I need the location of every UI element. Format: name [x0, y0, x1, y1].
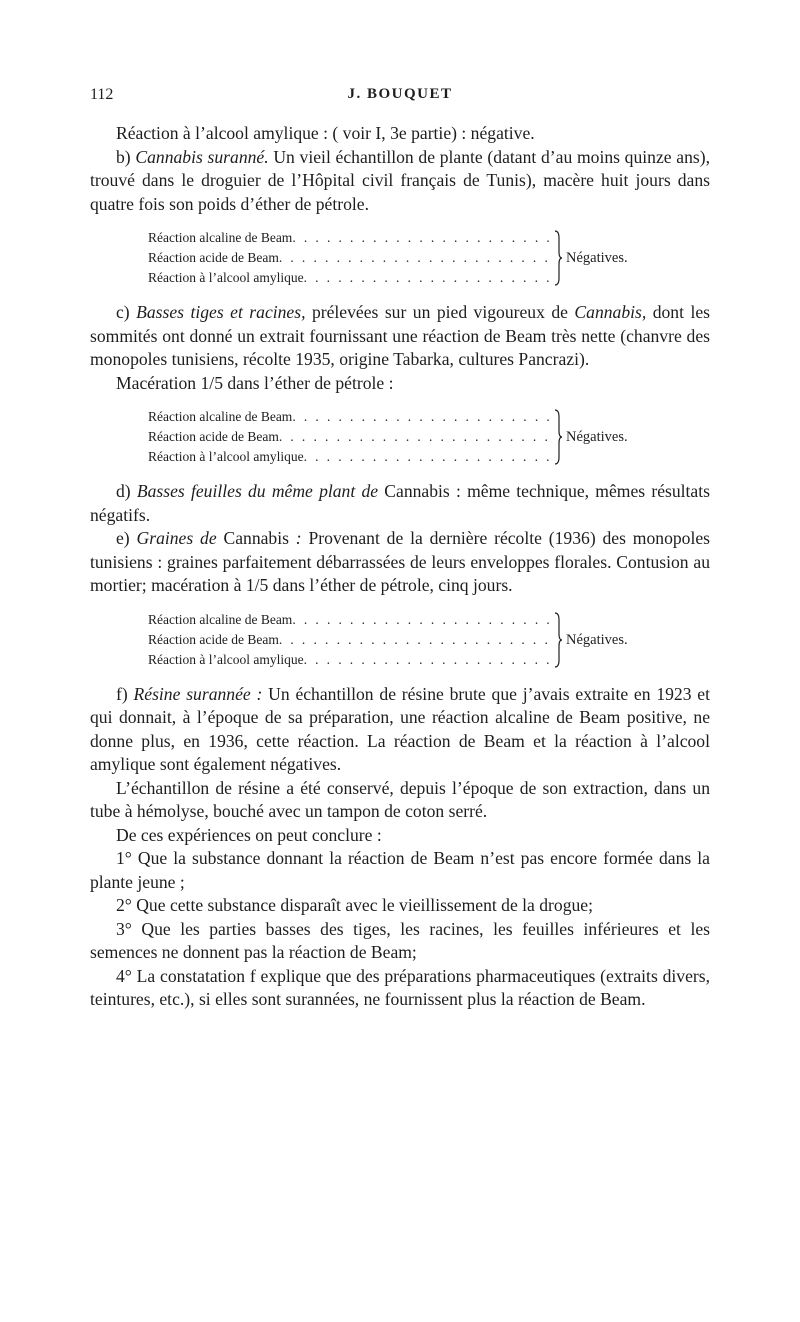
paragraph-b-label: b) [116, 146, 131, 167]
dot-leader [304, 268, 553, 288]
paragraph-resin-storage: L’échantillon de résine a été conservé, depuis l’époque de son extraction, dans un tube à hémolyse, bouché avec un tampon de coton serré. [90, 777, 710, 821]
paragraph-d-text: : même technique, mêmes résultats négatifs. [90, 481, 710, 525]
reaction-row [148, 630, 553, 650]
paragraph-b-text: Un vieil échantillon de plante (datant d’au moins quinze ans), trouvé dans le droguier de l’Hôpital civil français de Tunis), macère huit jours dans quatre fois son poids d’éther de pétrole. [90, 146, 710, 214]
paragraph-conclusion-intro: De ces expériences on peut conclure : [116, 824, 382, 845]
paragraph-e-title: Graines de [136, 528, 217, 548]
paragraph-c-text: dont les sommités ont donné un extrait fournissant une réaction de Beam très nette (chanvre des monopoles tunisiens, récolte 1935, origine Tabarka, cultures Pancrazi). [90, 302, 710, 369]
reaction-row [148, 427, 553, 447]
paragraph-d [90, 480, 710, 527]
running-title: J. BOUQUET [347, 86, 453, 102]
reaction-result: Négatives. [566, 250, 628, 266]
reaction-label: Réaction alcaline de Beam [148, 230, 293, 245]
paragraph-e-text: Provenant de la dernière récolte (1936) des monopoles tunisiens : graines parfaitement débarrassées de leurs enveloppes florales. Contusion au mortier; macération à 1/5 dans l’éther de pétrole, cinq jours. [90, 528, 711, 595]
dot-leader [304, 447, 553, 467]
reaction-label: Réaction alcaline de Beam [148, 611, 293, 627]
paragraph-f [90, 683, 710, 777]
paragraph-f-title: Résine surannée : [133, 683, 263, 704]
dot-leader [292, 610, 553, 630]
page-number: 112 [90, 86, 114, 103]
reaction-label: Réaction acide de Beam [148, 250, 279, 265]
paragraph-f-text: Un échantillon de résine brute que j’avais extraite en 1923 et qui donnait, à l’époque de sa préparation, une réaction alcaline de Beam positive, ne donne plus, en 1936, cette réaction. La réaction de Beam et la réaction à l’alcool amylique sont également négatives. [90, 683, 710, 774]
reaction-row [148, 268, 553, 288]
reaction-result: Négatives. [566, 631, 628, 648]
reaction-row [148, 610, 553, 630]
reaction-row [148, 248, 553, 268]
paragraph-e-colon: : [288, 528, 302, 548]
reaction-label: Réaction à l’alcool amylique [148, 270, 304, 285]
reaction-row [148, 650, 553, 670]
paragraph-d-label: d) [116, 481, 131, 501]
reaction-row [148, 228, 553, 248]
conclusion-item: 2° Que cette substance disparaît avec le vieillissement de la drogue; [116, 895, 594, 915]
reaction-list-3 [148, 610, 710, 670]
reaction-result: Négatives. [566, 429, 628, 445]
reaction-label: Réaction à l’alcool amylique [148, 651, 304, 667]
paragraph-f-label: f) [116, 683, 128, 704]
conclusion-item: 1° Que la substance donnant la réaction de Beam n’est pas encore formée dans la plante jeune ; [90, 848, 710, 892]
brace-icon [553, 407, 563, 467]
maceration-line: Macération 1/5 dans l’éther de pétrole : [116, 372, 394, 393]
dot-leader [292, 228, 553, 248]
brace-icon [553, 610, 563, 670]
paragraph-c-title: Basses tiges et racines, [136, 302, 306, 322]
paragraph-c-text: prélevées sur un pied vigoureux de [305, 302, 575, 322]
reaction-label: Réaction acide de Beam [148, 429, 279, 444]
reaction-label: Réaction alcaline de Beam [148, 409, 293, 424]
paragraph-c-label: c) [116, 302, 130, 322]
reaction-label: Réaction à l’alcool amylique [148, 449, 304, 464]
cannabis-term: Cannabis [216, 528, 289, 548]
conclusion-item: 3° Que les parties basses des tiges, les racines, les feuilles inférieures et les semences ne donnent pas la réaction de Beam; [90, 918, 710, 962]
reaction-row [148, 447, 553, 467]
page-body [90, 122, 710, 1012]
reaction-list-1 [148, 228, 710, 288]
paragraph-b [90, 146, 710, 217]
paragraph-e [90, 527, 710, 598]
dot-leader [292, 407, 553, 427]
paragraph-d-title: Basses feuilles du même plant de [136, 481, 379, 501]
amyl-reaction-line: Réaction à l’alcool amylique : ( voir I, 3e partie) : négative. [116, 123, 535, 143]
paragraph-b-title: Cannabis suranné. [135, 146, 269, 167]
dot-leader [279, 248, 553, 268]
page-header [90, 86, 710, 110]
conclusion-item: 4° La constatation f explique que des préparations pharmaceutiques (extraits divers, teintures, etc.), si elles sont surannées, ne fournissent plus la réaction de Beam. [90, 965, 710, 1009]
paragraph-e-label: e) [116, 528, 130, 548]
reaction-label: Réaction acide de Beam [148, 631, 279, 647]
reaction-row [148, 407, 553, 427]
dot-leader [304, 650, 553, 670]
reaction-list-2 [148, 407, 710, 467]
brace-icon [553, 228, 563, 288]
dot-leader [279, 630, 553, 650]
paragraph-c [90, 301, 710, 372]
cannabis-term: Cannabis [378, 481, 450, 501]
cannabis-term: Cannabis, [574, 302, 647, 322]
dot-leader [279, 427, 553, 447]
